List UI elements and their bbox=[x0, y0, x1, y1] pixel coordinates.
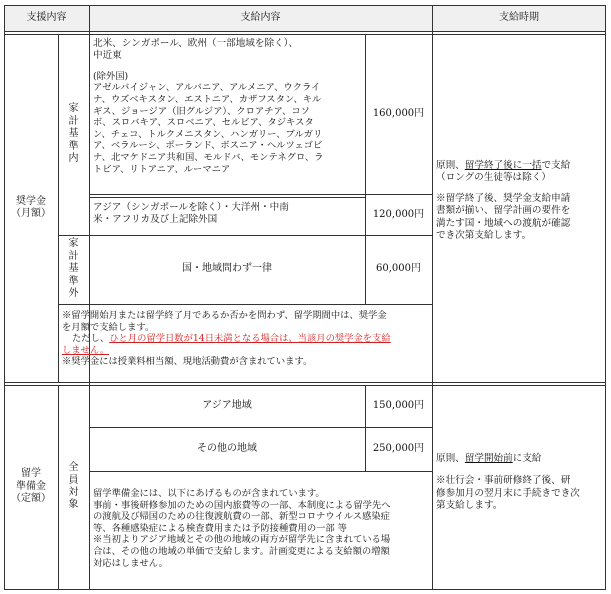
region-line: 中近東 bbox=[93, 50, 122, 62]
excluded-line: トビア、リトアニア、ルーマニア bbox=[93, 163, 231, 175]
excluded-line: ギス、ジョージア（旧グルジア）、クロアチア、コソ bbox=[93, 105, 310, 117]
timing-suffix: に支給 bbox=[512, 453, 542, 464]
all-target-char: 対 bbox=[68, 487, 79, 498]
border-top bbox=[4, 5, 606, 6]
timing-main bbox=[436, 160, 604, 172]
timing-note-line: 満たす国・地域への渡航が確認 bbox=[436, 217, 571, 229]
note-line: を月額で支給します。 bbox=[62, 321, 155, 333]
timing-prefix: 原則、 bbox=[436, 160, 465, 171]
excluded-line: ア、ベラルーシ、ポーランド、ボスニア・ヘルツェゴビ bbox=[93, 140, 323, 152]
scholarship-row-divider-1b bbox=[89, 197, 365, 198]
prep-note-line: ※当初よりアジア地域とその他の地域の両方が留学先に含まれている場 bbox=[93, 534, 391, 546]
prep-note-line: 留学準備金には、以下にあげるものが含まれています。 bbox=[93, 488, 325, 499]
excluded-line: ナ、ウズベキスタン、エストニア、カザフスタン、キル bbox=[93, 94, 322, 105]
scholarship-note-left bbox=[58, 304, 59, 382]
note-line-red-container bbox=[62, 333, 430, 345]
all-target-char: 員 bbox=[68, 474, 79, 486]
excluded-line: アゼルバイジャン、アルバニア、アルメニア、ウクライ bbox=[93, 82, 321, 94]
prep-note-line: の渡航及び帰国のための往復渡航費の一部、新型コロナウイルス感染症 bbox=[93, 511, 390, 523]
scholarship-row1-region bbox=[93, 38, 363, 193]
all-target-char: 象 bbox=[68, 499, 79, 511]
scholarship-row3-region: 国・地域問わず一律 bbox=[182, 263, 272, 275]
scholarship-row-divider-1 bbox=[89, 194, 365, 195]
scholarship-label-line2: （月額） bbox=[11, 208, 51, 219]
scholarship-label-line1: 奨学金 bbox=[16, 195, 46, 207]
timing-sub: （ロングの生徒等は除く） bbox=[436, 172, 551, 184]
kakei-out-char: 準 bbox=[68, 275, 79, 287]
prep-note-line: 等、各種感染症による検査費用または予防接種費用の一部 等 bbox=[93, 522, 347, 534]
region-line: アジア（シンガポールを除く）・大洋州・中南 bbox=[93, 202, 289, 213]
prep-note-line: 合は、その他の地域の単価で支給します。計画変更による支給額の増額 bbox=[93, 545, 390, 557]
timing-underlined: 留学終了後に一括 bbox=[464, 160, 542, 171]
prep-label-line: 留学 bbox=[21, 468, 41, 480]
scholarship-note bbox=[62, 310, 430, 380]
border-bottom bbox=[4, 589, 606, 590]
col-divider-2 bbox=[432, 5, 433, 590]
region-line: 米・アフリカ及び上記除外国 bbox=[93, 214, 218, 226]
prep-note-line: 対応はしません。 bbox=[93, 557, 168, 569]
scholarship-row1-amount: 160,000円 bbox=[372, 107, 425, 119]
kakei-in-label bbox=[58, 34, 89, 235]
timing-note-line: 修参加月の翌月末に手続きでき次 bbox=[436, 487, 580, 499]
scholarship-row2-amount: 120,000円 bbox=[372, 208, 425, 220]
note-prefix: ただし、 bbox=[72, 333, 110, 345]
kakei-out-char: 外 bbox=[68, 288, 79, 300]
header-divider-1 bbox=[4, 31, 606, 32]
excluded-line: ン、チェコ、トルクメニスタン、ハンガリー、ブルガリ bbox=[93, 128, 323, 140]
kakei-in-char: 計 bbox=[68, 115, 79, 127]
border-right bbox=[605, 5, 606, 590]
prep-row1-amount: 150,000円 bbox=[372, 399, 425, 411]
all-target-label bbox=[58, 385, 89, 589]
kakei-out-char: 家 bbox=[68, 238, 79, 250]
header-content-label: 支給内容 bbox=[240, 11, 281, 23]
timing-note-line: でき次第支給します。 bbox=[436, 230, 532, 242]
prep-note-line: 事前・事後研修参加のための国内旅費等の一部、本制度による留学先へ bbox=[93, 499, 391, 511]
timing-note-line: ※壮行会・事前研修終了後、研 bbox=[436, 475, 571, 487]
kakei-in-char: 内 bbox=[68, 153, 79, 165]
all-target-char: 全 bbox=[68, 462, 79, 474]
excluded-line: ナ、北マケドニア共和国、モルドバ、モンテネグロ、ラ bbox=[93, 151, 324, 163]
prep-row1-region: アジア地域 bbox=[202, 399, 252, 411]
preparation-label bbox=[4, 385, 58, 589]
kakei-in-char: 準 bbox=[68, 140, 79, 152]
scholarship-timing bbox=[436, 160, 604, 300]
section-divider-1 bbox=[4, 382, 606, 383]
prep-label-line: （定額） bbox=[11, 493, 51, 505]
timing-underlined: 留学開始前 bbox=[464, 453, 513, 464]
excluded-line: ボ、スロバキア、スロベニア、セルビア、タジキスタ bbox=[93, 117, 314, 129]
header-timing-label: 支給時期 bbox=[499, 11, 539, 23]
kakei-out-char: 計 bbox=[68, 250, 79, 262]
note-line: ※奨学金には授業料相当額、現地活動費が含まれています。 bbox=[62, 356, 313, 368]
scholarship-note-divider bbox=[58, 304, 432, 305]
prep-row2-region: その他の地域 bbox=[197, 443, 257, 455]
prep-note bbox=[93, 488, 431, 586]
note-line: ※留学開始月または留学終了月であるか否かを問わず、留学期間中は、奨学金 bbox=[62, 310, 387, 321]
excluded-title: (除外国) bbox=[93, 70, 129, 82]
scholarship-row3-amount: 60,000円 bbox=[376, 263, 421, 275]
header-divider-2 bbox=[4, 34, 606, 35]
timing-prefix: 原則、 bbox=[436, 453, 465, 464]
prep-label-line: 準備金 bbox=[16, 480, 46, 492]
timing-note-line: 書類が揃い、留学計画の要件を bbox=[436, 205, 571, 217]
timing-note-line: ※留学終了後、奨学金支給申請 bbox=[436, 192, 571, 204]
prep-row-divider-2 bbox=[89, 471, 432, 472]
prep-timing bbox=[436, 453, 604, 533]
kakei-out-char: 基 bbox=[68, 263, 79, 275]
timing-note-line: 第支給します。 bbox=[436, 500, 503, 512]
scholarship-row2-region bbox=[93, 202, 363, 234]
note-red-text: ひと月の留学日数が14日未満となる場合は、当該月の奨学金を支給 bbox=[109, 333, 391, 345]
prep-timing-main bbox=[436, 453, 604, 465]
note-red-text: しません。 bbox=[62, 344, 110, 356]
header-support-label: 支援内容 bbox=[26, 11, 67, 23]
kakei-out-label bbox=[58, 235, 89, 304]
kakei-in-char: 家 bbox=[68, 103, 79, 115]
region-line: 北米、シンガポール、欧州（一部地域を除く）、 bbox=[93, 38, 299, 49]
timing-suffix: で支給 bbox=[541, 160, 571, 171]
scholarship-label bbox=[4, 34, 58, 382]
kakei-in-char: 基 bbox=[68, 128, 79, 140]
prep-row2-amount: 250,000円 bbox=[372, 443, 425, 455]
